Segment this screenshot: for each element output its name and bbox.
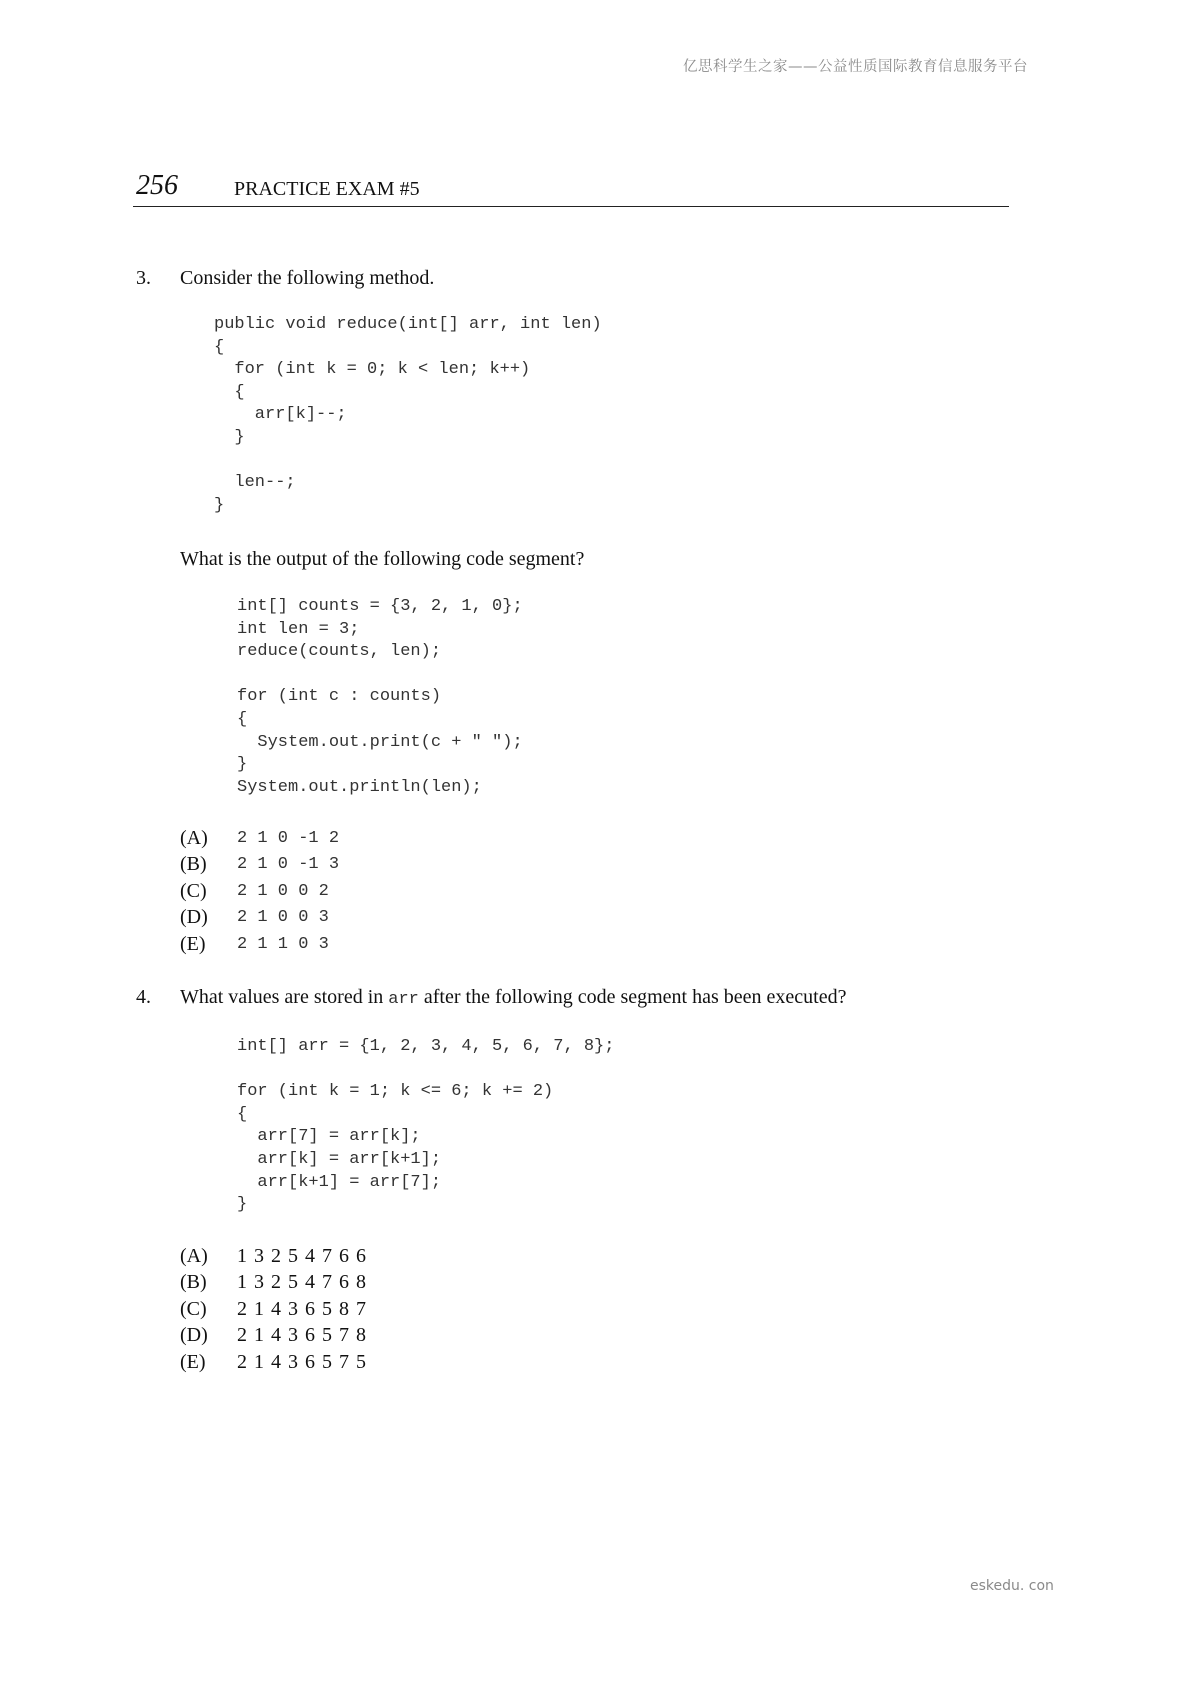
watermark-top: 亿思科学生之家——公益性质国际教育信息服务平台 [683, 59, 1028, 75]
page-number: 256 [136, 170, 178, 201]
answer-option [180, 1323, 367, 1350]
answer-option-label: (B) [180, 853, 207, 876]
answer-option-value: 2 1 0 0 2 [237, 881, 329, 901]
question-4-prompt-after: after the following code segment has been executed? [418, 986, 847, 1008]
page-header [133, 170, 1009, 207]
answer-option [180, 1296, 367, 1323]
running-title: PRACTICE EXAM #5 [234, 178, 420, 200]
question-4-segment-code: int[] arr = {1, 2, 3, 4, 5, 6, 7, 8}; for (int k = 1; k <= 6; k += 2) { arr[7] = arr[k]; arr[k] = arr[k+1]; arr[k+1] = arr[7]; } [237, 1037, 615, 1215]
answer-option-label: (A) [180, 1244, 208, 1267]
answer-option-label: (E) [180, 932, 206, 955]
question-4-prompt-code: arr [388, 990, 419, 1009]
answer-option-label: (B) [180, 1271, 207, 1294]
question-3-options [180, 825, 339, 958]
answer-option-value: 2 1 4 3 6 5 8 7 [237, 1297, 367, 1320]
answer-option-value: 2 1 0 0 3 [237, 908, 329, 928]
question-3-segment-code: int[] counts = {3, 2, 1, 0}; int len = 3; reduce(counts, len); for (int c : counts) { System.out.print(c + " "); } System.out.println(len); [237, 597, 523, 797]
answer-option-value: 1 3 2 5 4 7 6 8 [237, 1271, 367, 1294]
answer-option-label: (E) [180, 1350, 206, 1373]
answer-option-label: (D) [180, 906, 208, 929]
question-4-number: 4. [136, 986, 151, 1008]
answer-option-label: (C) [180, 879, 207, 902]
answer-option-label: (C) [180, 1297, 207, 1320]
answer-option [180, 878, 339, 905]
answer-option [180, 1243, 367, 1270]
answer-option [180, 905, 339, 932]
question-4-prompt-before: What values are stored in [180, 986, 389, 1008]
answer-option-value: 1 3 2 5 4 7 6 6 [237, 1244, 367, 1267]
answer-option-value: 2 1 0 -1 2 [237, 828, 340, 848]
answer-option-value: 2 1 0 -1 3 [237, 855, 340, 875]
answer-option-value: 2 1 4 3 6 5 7 5 [237, 1350, 367, 1373]
answer-option-value: 2 1 1 0 3 [237, 934, 329, 954]
answer-option [180, 825, 339, 852]
answer-option [180, 931, 339, 958]
question-3-question: What is the output of the following code segment? [180, 548, 585, 570]
answer-option [180, 852, 339, 879]
answer-option-label: (D) [180, 1324, 208, 1347]
question-4-prompt [180, 986, 846, 1009]
question-3-prompt: Consider the following method. [180, 267, 435, 289]
answer-option-label: (A) [180, 826, 208, 849]
answer-option-value: 2 1 4 3 6 5 7 8 [237, 1324, 367, 1347]
answer-option [180, 1349, 367, 1376]
answer-option [180, 1270, 367, 1297]
watermark-bottom: eskedu. con [970, 1578, 1054, 1594]
question-3-method-code: public void reduce(int[] arr, int len) { for (int k = 0; k < len; k++) { arr[k]--; } len--; } [214, 315, 602, 515]
question-4-options [180, 1243, 367, 1376]
question-3-number: 3. [136, 267, 151, 289]
